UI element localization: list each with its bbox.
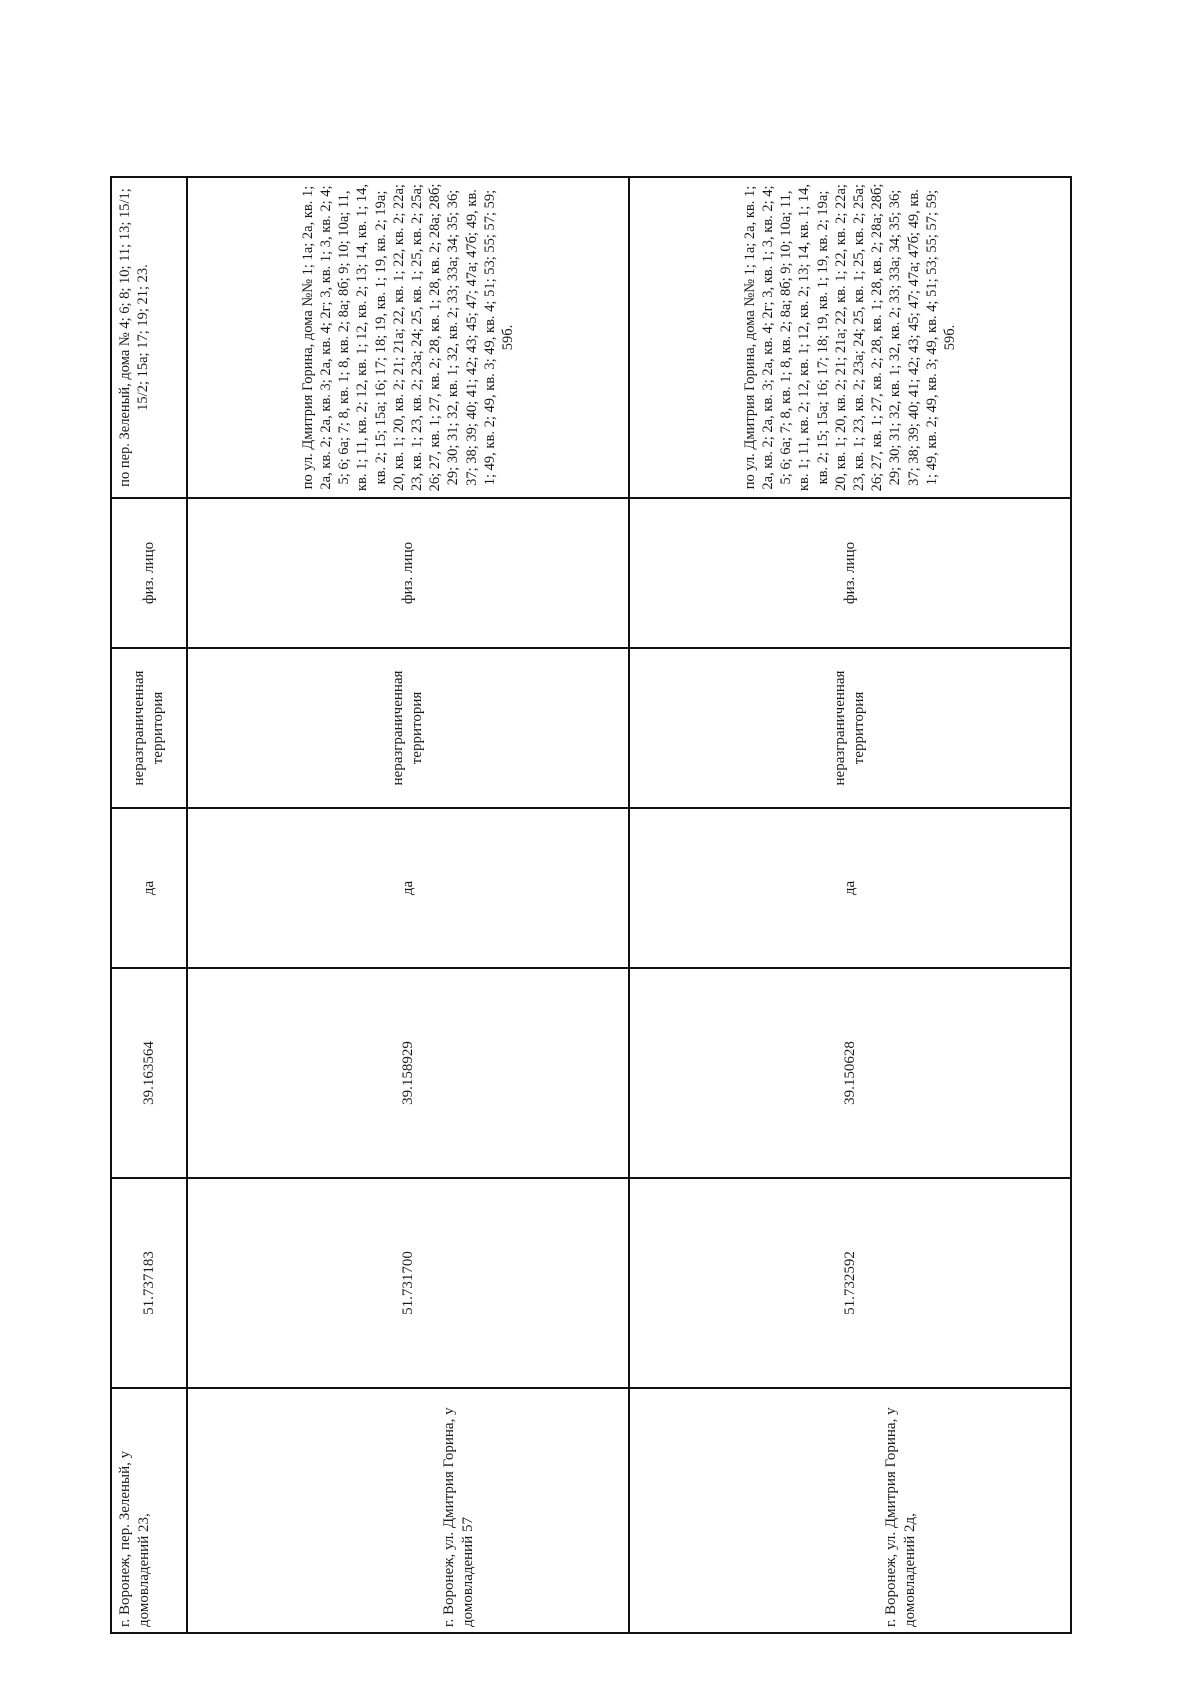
table-row [629, 177, 1071, 1633]
territory-cell: неразграниченная территория [187, 648, 629, 808]
latitude-cell: 51.737183 [111, 1178, 187, 1388]
longitude-cell: 39.158929 [187, 968, 629, 1178]
houses-description-cell: по пер. Зеленый, дома № 4; 6; 8; 10; 11; 13; 15/1; 15/2; 15а; 17; 19; 21; 23. [111, 177, 187, 498]
owner-cell: физ. лицо [629, 498, 1071, 648]
address-cell: г. Воронеж, пер. Зеленый, у домовладений 23, [111, 1388, 187, 1633]
latitude-cell: 51.732592 [629, 1178, 1071, 1388]
owner-cell: физ. лицо [187, 498, 629, 648]
longitude-cell: 39.150628 [629, 968, 1071, 1178]
flag-cell: да [629, 808, 1071, 968]
longitude-cell: 39.163564 [111, 968, 187, 1178]
territory-cell: неразграниченная территория [111, 648, 187, 808]
houses-description-cell: по ул. Дмитрия Горина, дома №№ 1; 1а; 2а, кв. 1; 2а, кв. 2; 2а, кв. 3; 2а, кв. 4; 2г; 3, кв. 1; 3, кв. 2; 4; 5; 6; 6а; 7; 8, кв. 1; 8, кв. 2; 8а; 8б; 9; 10; 10а; 11, кв. 1; 11, кв. 2; 12, кв. 1; 12, кв. 2; 13; 14, кв. 1; 14, кв. 2; 15; 15а; 16; 17; 18; 19, кв. 1; 19, кв. 2; 19а; 20, кв. 1; 20, кв. 2; 21; 21а; 22, кв. 1; 22, кв. 2; 22а; 23, кв. 1; 23, кв. 2; 23а; 24; 25, кв. 1; 25, кв. 2; 25а; 26; 27, кв. 1; 27, кв. 2; 28, кв. 1; 28, кв. 2; 28а; 28б; 29; 30; 31; 32, кв. 1; 32, кв. 2; 33; 33а; 34; 35; 36; 37; 38; 39; 40; 41; 42; 43; 45; 47; 47а; 47б; 49, кв. 1; 49, кв. 2; 49, кв. 3; 49, кв. 4; 51; 53; 55; 57; 59; 59б. [187, 177, 629, 498]
territory-cell: неразграниченная территория [629, 648, 1071, 808]
sites-table [110, 176, 1072, 1634]
flag-cell: да [111, 808, 187, 968]
latitude-cell: 51.731700 [187, 1178, 629, 1388]
address-cell: г. Воронеж, ул. Дмитрия Горина, у домовладений 57 [187, 1388, 629, 1633]
rotated-table-wrapper [110, 178, 1070, 1634]
table-row [111, 177, 187, 1633]
flag-cell: да [187, 808, 629, 968]
houses-description-cell: по ул. Дмитрия Горина, дома №№ 1; 1а; 2а, кв. 1; 2а, кв. 2; 2а, кв. 3; 2а, кв. 4; 2г; 3, кв. 1; 3, кв. 2; 4; 5; 6; 6а; 7; 8, кв. 1; 8, кв. 2; 8а; 8б; 9; 10; 10а; 11, кв. 1; 11, кв. 2; 12, кв. 1; 12, кв. 2; 13; 14, кв. 1; 14, кв. 2; 15; 15а; 16; 17; 18; 19, кв. 1; 19, кв. 2; 19а; 20, кв. 1; 20, кв. 2; 21; 21а; 22, кв. 1; 22, кв. 2; 22а; 23, кв. 1; 23, кв. 2; 23а; 24; 25, кв. 1; 25, кв. 2; 25а; 26; 27, кв. 1; 27, кв. 2; 28, кв. 1; 28, кв. 2; 28а; 28б; 29; 30; 31; 32, кв. 1; 32, кв. 2; 33; 33а; 34; 35; 36; 37; 38; 39; 40; 41; 42; 43; 45; 47; 47а; 47б; 49, кв. 1; 49, кв. 2; 49, кв. 3; 49, кв. 4; 51; 53; 55; 57; 59; 59б. [629, 177, 1071, 498]
address-cell: г. Воронеж, ул. Дмитрия Горина, у домовладений 2д, [629, 1388, 1071, 1633]
table-row [187, 177, 629, 1633]
owner-cell: физ. лицо [111, 498, 187, 648]
